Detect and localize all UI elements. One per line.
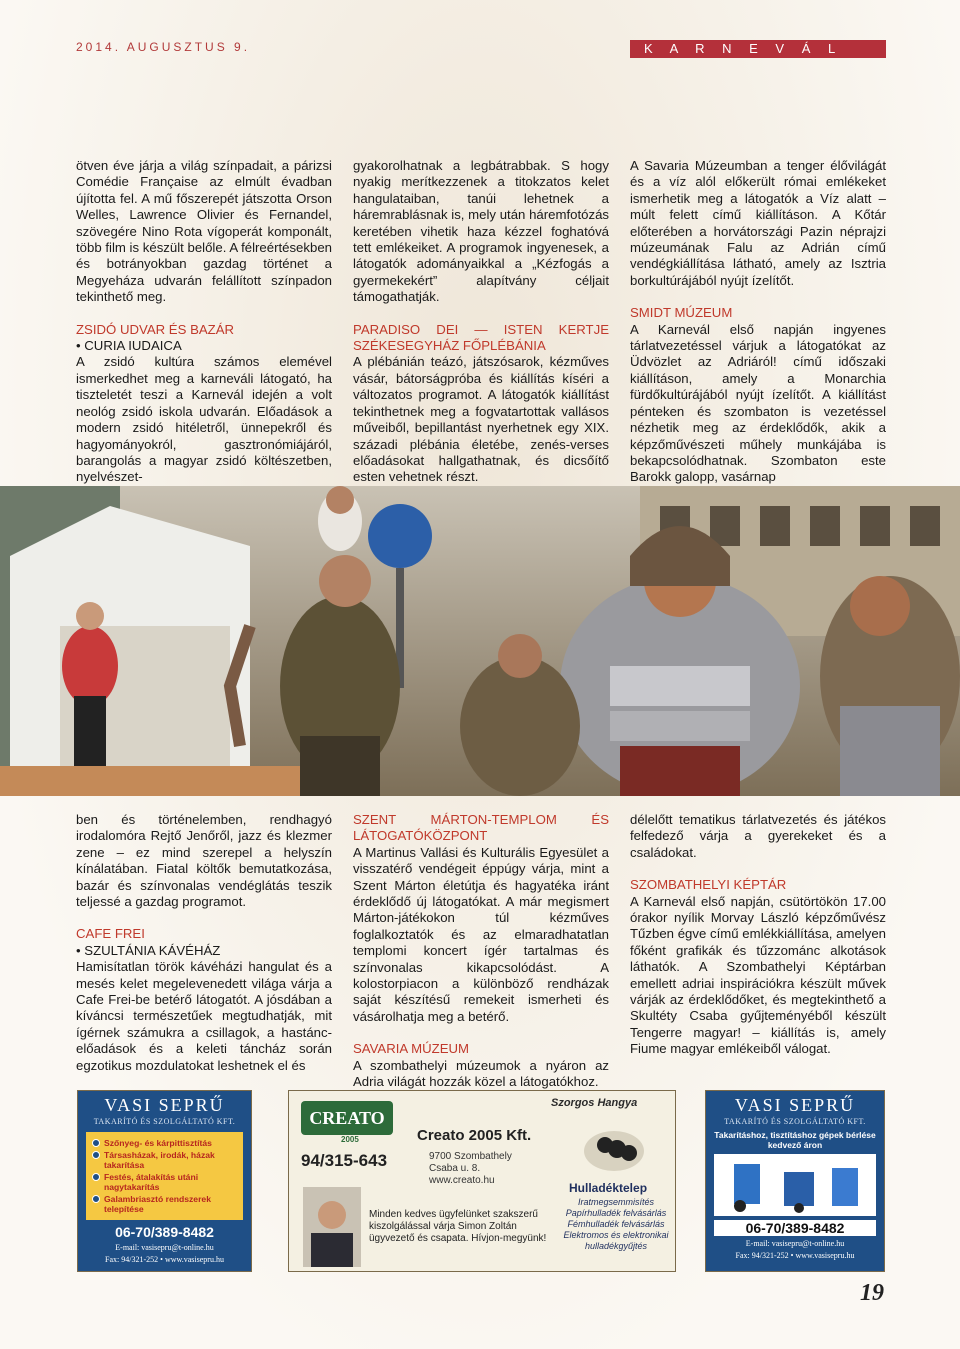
bottom-column-3 [630, 812, 886, 1058]
creato-text: Minden kedves ügyfelünket szakszerű kiszolgálással várja Simon Zoltán ügyvezető és csapata. Hívjon-megyünk! [369, 1209, 547, 1244]
vasi-sepru-machines-ad[interactable] [705, 1090, 885, 1272]
section-heading: PARADISO DEI — ISTEN KERTJE SZÉKESEGYHÁZ FŐPLÉBÁNIA [353, 321, 609, 354]
creato-ad[interactable] [288, 1090, 676, 1272]
section-heading: SZENT MÁRTON-TEMPLOM ÉS LÁTOGATÓKÖZPONT [353, 812, 609, 844]
vasi-sepru-fax: Fax: 94/321-252 • www.vasisepru.hu [105, 1255, 224, 1264]
bullet-icon [92, 1139, 100, 1147]
creato-web: www.creato.hu [429, 1175, 495, 1186]
creato-company-name: Creato 2005 Kft. [417, 1127, 532, 1144]
section-banner: K A R N E V Á L [630, 40, 886, 58]
carnival-photo [0, 486, 960, 796]
article-paragraph: ben és történelemben, rendhagyó irodalomóra Rejtő Jenőről, jazz és klezmer zene – ez mind szerepel a helyszín kínálatában. Fiatal költők bemutatkozása, bazár és színvonalas vendéglátás teszik teljessé a gazdag programot. [76, 812, 332, 910]
article-paragraph: A Martinus Vallási és Kulturális Egyesület a visszatérő vendégeit éppúgy várja, mint a Szent Márton életútja és hagyatéka iránt érdeklődő új látogatókat. A már megismert Márton-játékokon túl kézműves foglalkoztatók és az elmaradhatatlan templomi koncert ígér tartalmas és színvonalas kikapcsolódást. A kolostorpiacon a különböző rendházak saját készítésű remekeit ismerheti és vásárolhatja meg a betérő. [353, 844, 609, 1024]
szorgos-hangya-title: Szorgos Hangya [551, 1097, 638, 1109]
creato-phone: 94/315-643 [301, 1151, 388, 1170]
article-paragraph: • CURIA IUDAICA [76, 338, 182, 354]
article-paragraph: A plébánián teázó, játszósarok, kézműves vásár, bátorságpróba és kiállítás kíséri a változatos programot. A látogatók kiállítást tekinthetnek meg a fogvatartottak vallásos műveiből, bepillantást nyerhetnek egy XIX. századi plébánia életébe, zenés-verses előadásokat hallgathatnak, és dicsőítő esten vehetnek részt. [353, 354, 609, 485]
szorgos-hangya-services: Iratmegsemmisítés Papírhulladék felvásárlás Fémhulladék felvásárlás Elektromos és elektronikai hulladékgyűjtés [563, 1197, 669, 1251]
section-heading: CAFE FREI [76, 926, 145, 942]
vasi-sepru-phone: 06-70/389-8482 [115, 1224, 214, 1240]
creato-logo-year: 2005 [341, 1135, 359, 1144]
service-item: Festés, átalakítás utáni nagytakarítás [92, 1172, 239, 1192]
bottom-column-2 [353, 812, 609, 1091]
creato-logo: CREATO [301, 1101, 393, 1135]
service-item: Galambriasztó rendszerek telepítése [92, 1194, 239, 1214]
article-paragraph: • SZULTÁNIA KÁVÉHÁZ [76, 942, 221, 958]
bullet-icon [92, 1151, 100, 1159]
service-item: Szőnyeg- és kárpittisztítás [92, 1138, 239, 1148]
vasi-sepru-email: E-mail: vasisepru@t-online.hu [745, 1239, 845, 1248]
ant-logo-icon [579, 1115, 649, 1175]
issue-date: 2014. AUGUSZTUS 9. [76, 40, 251, 54]
person-photo [303, 1187, 361, 1267]
vasi-sepru-title: VASI SEPRŰ [734, 1095, 856, 1115]
vasi-sepru-ad[interactable] [77, 1090, 252, 1272]
article-paragraph: délelőtt tematikus tárlatvezetés és játékos felfedező várja a gyerekeket és a családokat. [630, 812, 886, 860]
carnival-photo-illustration [0, 486, 960, 796]
section-heading: SAVARIA MÚZEUM [353, 1041, 470, 1057]
vasi-sepru-subtitle: TAKARÍTÓ ÉS SZOLGÁLTATÓ KFT. [724, 1117, 866, 1126]
cleaning-machine-icon [714, 1154, 878, 1216]
vasi-sepru-phone: 06-70/389-8482 [714, 1220, 876, 1236]
article-paragraph: ötven éve járja a világ színpadait, a párizsi Comédie Française az elmúlt évadban újította fel. A mű főszerepét játszotta Orson Welles, Lawrence Olivier és Fernandel, szövegére Nino Rota vígoperát komponált, több film is készült belőle. A félreértésekben és botrányokban gazdag történet a Megyeháza udvarán felállított színpadon tekinthető meg. [76, 158, 332, 305]
bullet-icon [92, 1173, 100, 1181]
service-item: Társasházak, irodák, házak takarítása [92, 1150, 239, 1170]
article-paragraph: A Savaria Múzeumban a tenger élővilágát és a víz alól előkerült római emlékeket ismerhetik meg a látogatók a Víz alatt – múlt felett című kiállításon. A Kőtár előterében a horvátországi Pazin néprajzi múzeumának Falu az Adrián című vendégkiállítása látható, amely az Isztria borkultúrájából nyújt ízelítőt. [630, 158, 886, 288]
article-paragraph: A Karnevál első napján, csütörtökön 17.00 órakor nyílik Morvay László képzőművész Tűzben égve című emlékkiállítása, amelyen főként grafikák és tűzzománc alkotások láthatók. A Szombathelyi Képtárban emellett adriai inspirációkra készült művek várják az érdeklődőket, és megtekinthető a Skultéty Csaba gyűjteményéből készült Tengerre magyar! – kiállítás is, amely Fiume magyar emlékeiből válogat. [630, 893, 886, 1057]
top-column-1 [76, 158, 332, 486]
article-paragraph: A szombathelyi múzeumok a nyáron az Adria világát hozzák közel a látogatókhoz. [353, 1057, 609, 1090]
vasi-sepru-title: VASI SEPRŰ [104, 1095, 225, 1115]
article-paragraph: gyakorolhatnak a legbátrabbak. S hogy nyakig merítkezzenek a titokzatos kelet hangulataiban, tanúi lehetnek a háremrablásnak is, mely után háremfotózás keretében vihetik haza kézzel foghatóvá tett emlékeiket. A programok ingyenesek, a látogatók adományaikkal a „Kézfogás a gyermekekért” alapítvány céljait támogathatják. [353, 158, 609, 305]
page-number: 19 [860, 1280, 884, 1306]
section-heading: SMIDT MÚZEUM [630, 305, 733, 321]
section-heading: ZSIDÓ UDVAR ÉS BAZÁR [76, 321, 235, 337]
article-paragraph: Hamisítatlan török kávéházi hangulat és a mesés kelet megelevenedett világa várja a Cafe Frei-be betérő látogatót. A jósdában a kíváncsi természetűek megtudhatják, mit ígérnek számukra a csillagok, a hastánc-előadások és a keleti táncház során egzotikus mozdulatokat leshetnek el és [76, 959, 332, 1073]
szorgos-hangya-subtitle: Hulladéktelep [569, 1181, 648, 1195]
vasi-sepru-fax: Fax: 94/321-252 • www.vasisepru.hu [735, 1251, 855, 1260]
bullet-icon [92, 1195, 100, 1203]
top-column-2 [353, 158, 609, 486]
cleaning-machines-image [714, 1154, 876, 1216]
article-paragraph: A zsidó kultúra számos elemével ismerkedhet meg a karneváli látogató, ha tiszteletét teszi a Karnevál idején a volt neológ zsidó iskola udvarán. Előadások a modern zsidó hitéletről, ünnepekről és hagyományokról, gasztronómiájáról, barangolás a magyar zsidó költészetben, nyelvészet- [76, 354, 332, 485]
vasi-sepru-services [86, 1132, 243, 1220]
top-column-3 [630, 158, 886, 486]
vasi-sepru-subtitle: TAKARÍTÓ ÉS SZOLGÁLTATÓ KFT. [93, 1117, 236, 1126]
machine-rental-tag: Takarításhoz, tisztításhoz gépek bérlése kedvező áron [710, 1130, 880, 1150]
bottom-column-1 [76, 812, 332, 1074]
vasi-sepru-email: E-mail: vasisepru@t-online.hu [115, 1243, 214, 1252]
article-paragraph: A Karnevál első napján ingyenes tárlatvezetéssel várjuk a látogatókat az Üdvözlet az Adriáról! című időszaki kiállításon, amely a Monarchia fürdőkultúrájából nyújt ízelítőt. A kiállítást pénteken és szombaton is vezetéssel nézhetik meg az érdeklődők, akik a képzőművészeti műhely munkájába is bekapcsolódhatnak. Szombaton este Barokk galopp, vasárnap [630, 321, 886, 485]
section-heading: SZOMBATHELYI KÉPTÁR [630, 877, 787, 893]
creato-address: 9700 Szombathely Csaba u. 8. [429, 1151, 512, 1174]
